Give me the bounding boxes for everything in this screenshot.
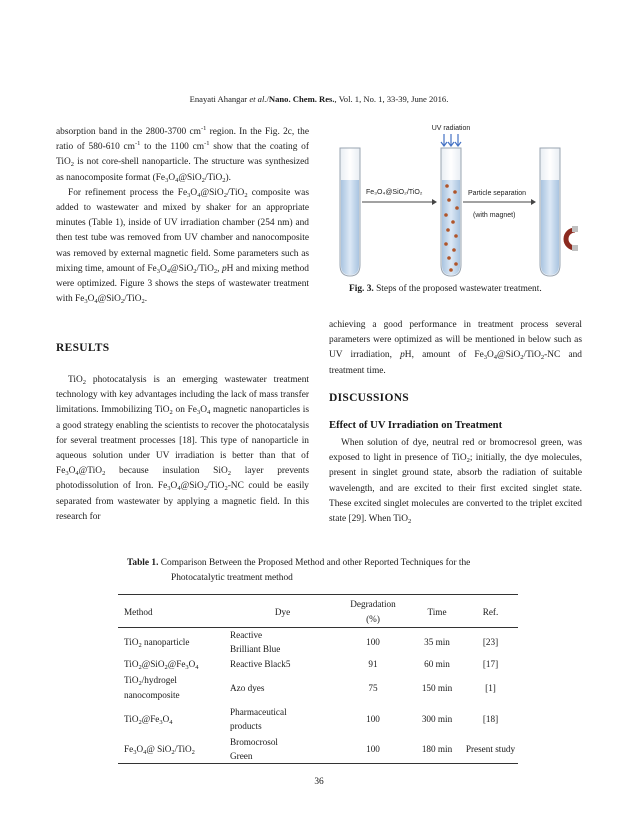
separation-label: Particle separation [468,190,526,197]
figure-caption: Fig. 3. Steps of the proposed wastewater treatment. [349,284,542,294]
left-column-results [56,373,309,525]
cell-degradation: 100 [366,714,380,724]
cell-dye: Reactive Brilliant Blue [230,629,281,654]
right-column-discussion [329,436,582,527]
page-number: 36 [314,777,324,787]
cell-time: 35 min [424,636,450,647]
table-row [118,656,518,671]
cell-ref: [1] [485,682,496,693]
table-header-row [118,597,518,627]
col-header-time: Time [427,607,447,617]
left-column [56,125,309,307]
cell-dye: Pharmaceutical products [230,707,287,731]
paragraph: absorption band in the 2800-3700 $cm^{-1}$ region. In the Fig. 2c, the ratio of 580-610 $cm^{-1}$ to the 1100 $cm^{-1}$ show that the coating of TiO$_2$ is not core-shell nanoparticle. The structure was synthesized as nanocomposite format $(Fe_3O_4@SiO_2/TiO_2)$. [56,125,309,184]
uv-label: UV radiation [431,125,471,132]
test-tube-3 [540,148,560,276]
cell-degradation: 100 [366,636,380,647]
cell-time: 150 min [421,682,453,693]
right-column [329,318,582,379]
paragraph: achieving a good performance in treatment process several parameters were optimized as will be mentioned in below such as UV irradiation, pH, amount of $Fe_3O_4@SiO_2/TiO_2-NC$ and treatment time. [329,320,582,376]
uv-arrows-icon [441,134,461,146]
col-header-dye: Dye [274,607,291,617]
cell-dye: Reactive Black5 [230,658,291,669]
paragraph: For refinement process the $Fe_3O_4@SiO_2/TiO_2$ composite was added to wastewater and mixed by shaker for an appropriate minutes (Table 1), inside of UV irradiation chamber (254 nm) and then test tube was removed from UV chamber and nanocomposite was removed by external magnetic field. Some parameters such as mixing time, amount of $Fe_3O_4@SiO_2/TiO_2$, pH and mixing method were optimized. Figure 3 shows the steps of wastewater treatment with $Fe_3O_4@SiO_2/TiO_2$. [56,187,309,306]
col-header-ref: Ref. [482,607,499,617]
table-top-rule [118,594,518,595]
cell-method: $Fe_3O_4@$ SiO$_2$/TiO$_2$ [124,744,195,756]
table-row [118,627,518,656]
arrow-1-icon [362,199,437,205]
cell-degradation: 91 [368,658,378,669]
running-header: Enayati Ahangar et al./Nano. Chem. Res., Vol. 1, No. 1, 33-39, June 2016. [189,94,449,104]
cell-time: 180 min [421,744,453,754]
table-caption: Table 1. Comparison Between the Proposed Method and other Reported Techniques for the Photocatalytic treatment method [127,558,471,583]
cell-time: 60 min [424,658,450,669]
results-heading: RESULTS [56,342,110,354]
cell-ref: [23] [482,636,499,647]
subheading: Effect of UV Irradiation on Treatment [329,420,503,431]
cell-dye: Bromocrosol Green [230,737,278,761]
magnet-icon [566,226,578,251]
cell-ref: [17] [482,658,499,669]
cell-method: $TiO_2@Fe_3O_4$ [124,714,173,726]
cell-time: 300 min [421,714,453,724]
magnet-label: (with magnet) [473,212,516,219]
comparison-table [118,597,518,764]
composite-label: Fe₃O₄@SiO₂/TiO₂ [366,189,423,196]
table-row [118,671,518,704]
col-header-degradation: Degradation (%) [350,599,396,624]
cell-degradation: 100 [366,744,380,754]
test-tube-1 [340,148,360,276]
cell-ref: Present study [465,744,516,754]
cell-method: $TiO_2@SiO_2@Fe_3O_4$ [124,658,199,671]
cell-dye: Azo dyes [230,682,265,693]
arrow-2-icon [463,199,536,205]
table-row [118,734,518,764]
table-row [118,704,518,734]
cell-method: TiO$_2$ nanoparticle [124,636,190,649]
col-header-method: Method [124,607,153,617]
cell-method: TiO$_2$/hydrogel nanocomposite [124,674,180,700]
cell-degradation: 75 [368,682,378,693]
figure-3-diagram [330,120,580,278]
test-tube-2 [441,148,461,276]
paragraph: TiO$_2$ photocatalysis is an emerging wastewater treatment technology with key advantages including the lack of mass transfer limitations. Immobilizing TiO$_2$ on $Fe_3O_4$ magnetic nanoparticles is a good strategy enabling the scientists to recover the photocatalysis for several treatment processes [18]. This type of nanoparticle in aqueous solution under UV irradiation is better than that of $Fe_3O_4@TiO_2$ because insulation SiO$_2$ layer prevents photodissolution of Iron. $Fe_3O_4@SiO_2/TiO_2-NC$ could be easily separated from wastewater by applying a magnetic field. In this research for [56,375,309,522]
cell-ref: [18] [482,714,499,724]
paragraph: When solution of dye, neutral red or bromocresol green, was exposed to light in presence of TiO$_2$; initially, the dye molecules, present in singlet ground state, absorb the radiation of suitable wavelength, and are excited to their first excited singlet state. These excited singlet molecules are converted to the triplet excited state [29]. When TiO$_2$ [329,438,582,526]
discussions-heading: DISCUSSIONS [329,392,409,404]
